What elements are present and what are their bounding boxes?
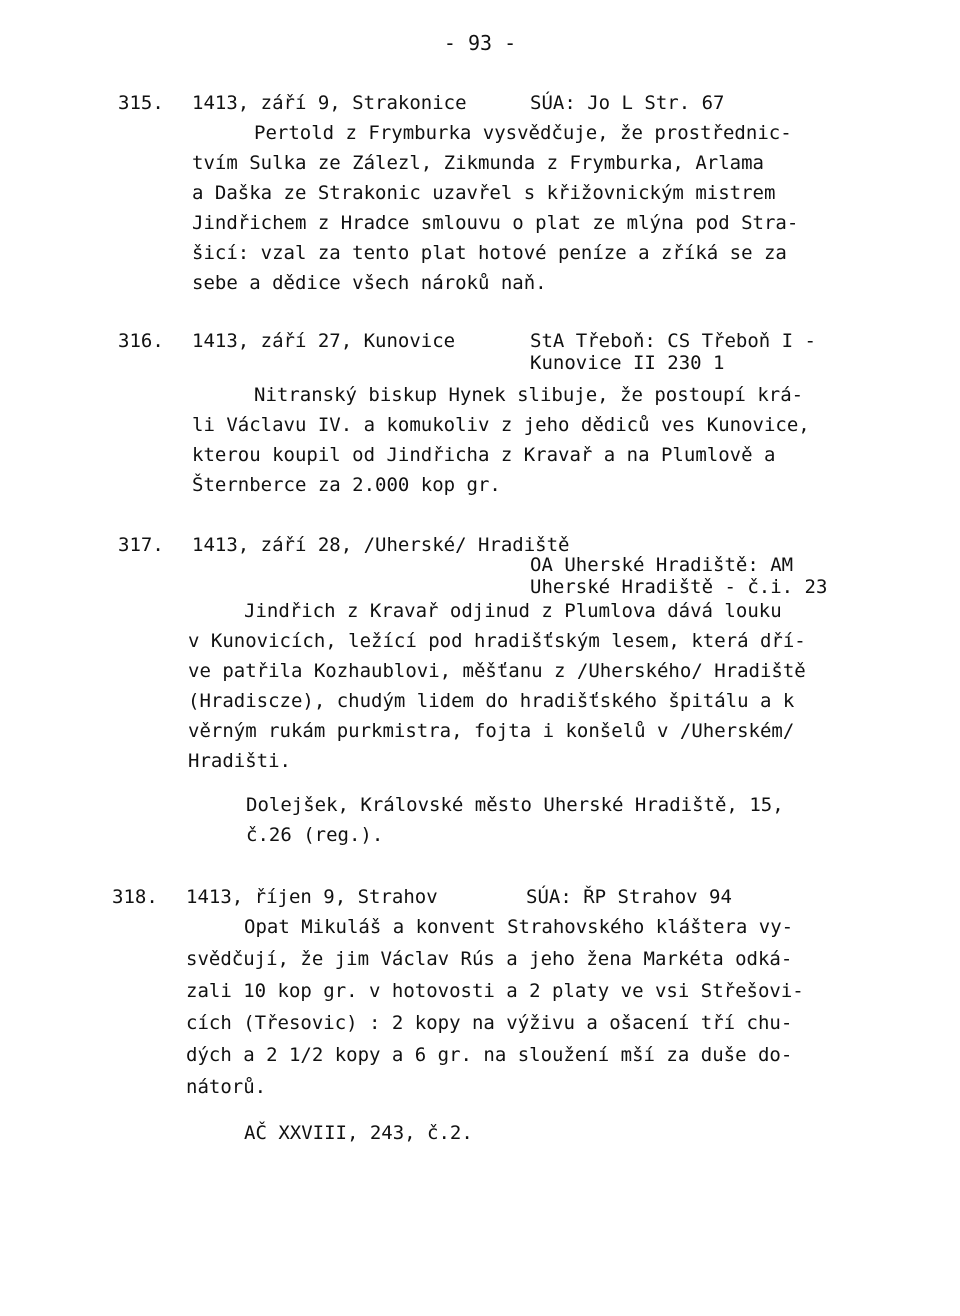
archive-reference: SÚA: ŘP Strahov 94 [526, 886, 732, 908]
regest-line: svědčují, že jim Václav Rús a jeho žena Markéta odká- [186, 948, 793, 970]
archive-reference: OA Uherské Hradiště: AM [530, 554, 794, 576]
entry-date-place: 1413, říjen 9, Strahov [186, 886, 438, 908]
archive-reference: StA Třeboň: CS Třeboň I - [530, 330, 816, 352]
literature-reference: Dolejšek, Královské město Uherské Hradiště, 15, [246, 794, 784, 816]
archive-reference-line-2: Uherské Hradiště - č.i. 23 [530, 576, 828, 598]
entry-date-place: 1413, září 9, Strakonice [192, 92, 467, 114]
entry-header [0, 326, 960, 374]
regest-line: a Daška ze Strakonic uzavřel s křižovnickým mistrem [192, 182, 776, 204]
archive-reference-line-2: Kunovice II 230 1 [530, 352, 725, 374]
entry-header [0, 530, 960, 598]
archive-reference: SÚA: Jo L Str. 67 [530, 92, 725, 114]
entry-317 [0, 530, 960, 846]
entry-number: 318. [112, 886, 158, 908]
entry-number: 317. [118, 534, 164, 556]
regest-line: Opat Mikuláš a konvent Strahovského kláštera vy- [244, 916, 794, 938]
entry-date-place: 1413, září 28, /Uherské/ Hradiště [192, 534, 570, 556]
regest-line: cích (Třesovic) : 2 kopy na výživu a ošacení tří chu- [186, 1012, 793, 1034]
regest-line: Jindřich z Kravař odjinud z Plumlova dává louku [244, 600, 782, 622]
entry-315 [0, 88, 960, 294]
literature-reference: AČ XXVIII, 243, č.2. [244, 1122, 473, 1144]
entry-number: 315. [118, 92, 164, 114]
entry-date-place: 1413, září 27, Kunovice [192, 330, 456, 352]
regest-line: věrným rukám purkmistra, fojta i konšelů v /Uherském/ [188, 720, 795, 742]
regest-line: Nitranský biskup Hynek slibuje, že postoupí krá- [254, 384, 804, 406]
entry-318 [0, 882, 960, 1144]
regest-line: šicí: vzal za tento plat hotové peníze a zříká se za [192, 242, 787, 264]
literature-reference: č.26 (reg.). [246, 824, 384, 846]
regest-line: tvím Sulka ze Zálezl, Zikmunda z Frymburka, Arlama [192, 152, 764, 174]
regest-line: Šternberce za 2.000 kop gr. [192, 474, 501, 496]
regest-line: nátorů. [186, 1076, 267, 1098]
entry-header [0, 88, 960, 118]
regest-line: (Hradiscze), chudým lidem do hradišťského špitálu a k [188, 690, 795, 712]
regest-line: sebe a dědice všech nároků naň. [192, 272, 547, 294]
regest-line: Jindřichem z Hradce smlouvu o plat ze mlýna pod Stra- [192, 212, 799, 234]
page-number: - 93 - [443, 31, 517, 55]
regest-line: zali 10 kop gr. v hotovosti a 2 platy ve vsi Střešovi- [186, 980, 804, 1002]
entry-number: 316. [118, 330, 164, 352]
entry-316 [0, 326, 960, 496]
regest-line: v Kunovicích, ležící pod hradišťským lesem, která dří- [188, 630, 806, 652]
regest-line: dých a 2 1/2 kopy a 6 gr. na sloužení mší za duše do- [186, 1044, 793, 1066]
regest-line: ve patřila Kozhaublovi, měšťanu z /Uherského/ Hradiště [188, 660, 806, 682]
regest-line: kterou koupil od Jindřicha z Kravař a na Plumlově a [192, 444, 776, 466]
regest-line: li Václavu IV. a komukoliv z jeho dědiců ves Kunovice, [192, 414, 810, 436]
regest-line: Pertold z Frymburka vysvědčuje, že prostřednic- [254, 122, 792, 144]
entry-header [0, 882, 960, 912]
regest-line: Hradišti. [188, 750, 291, 772]
